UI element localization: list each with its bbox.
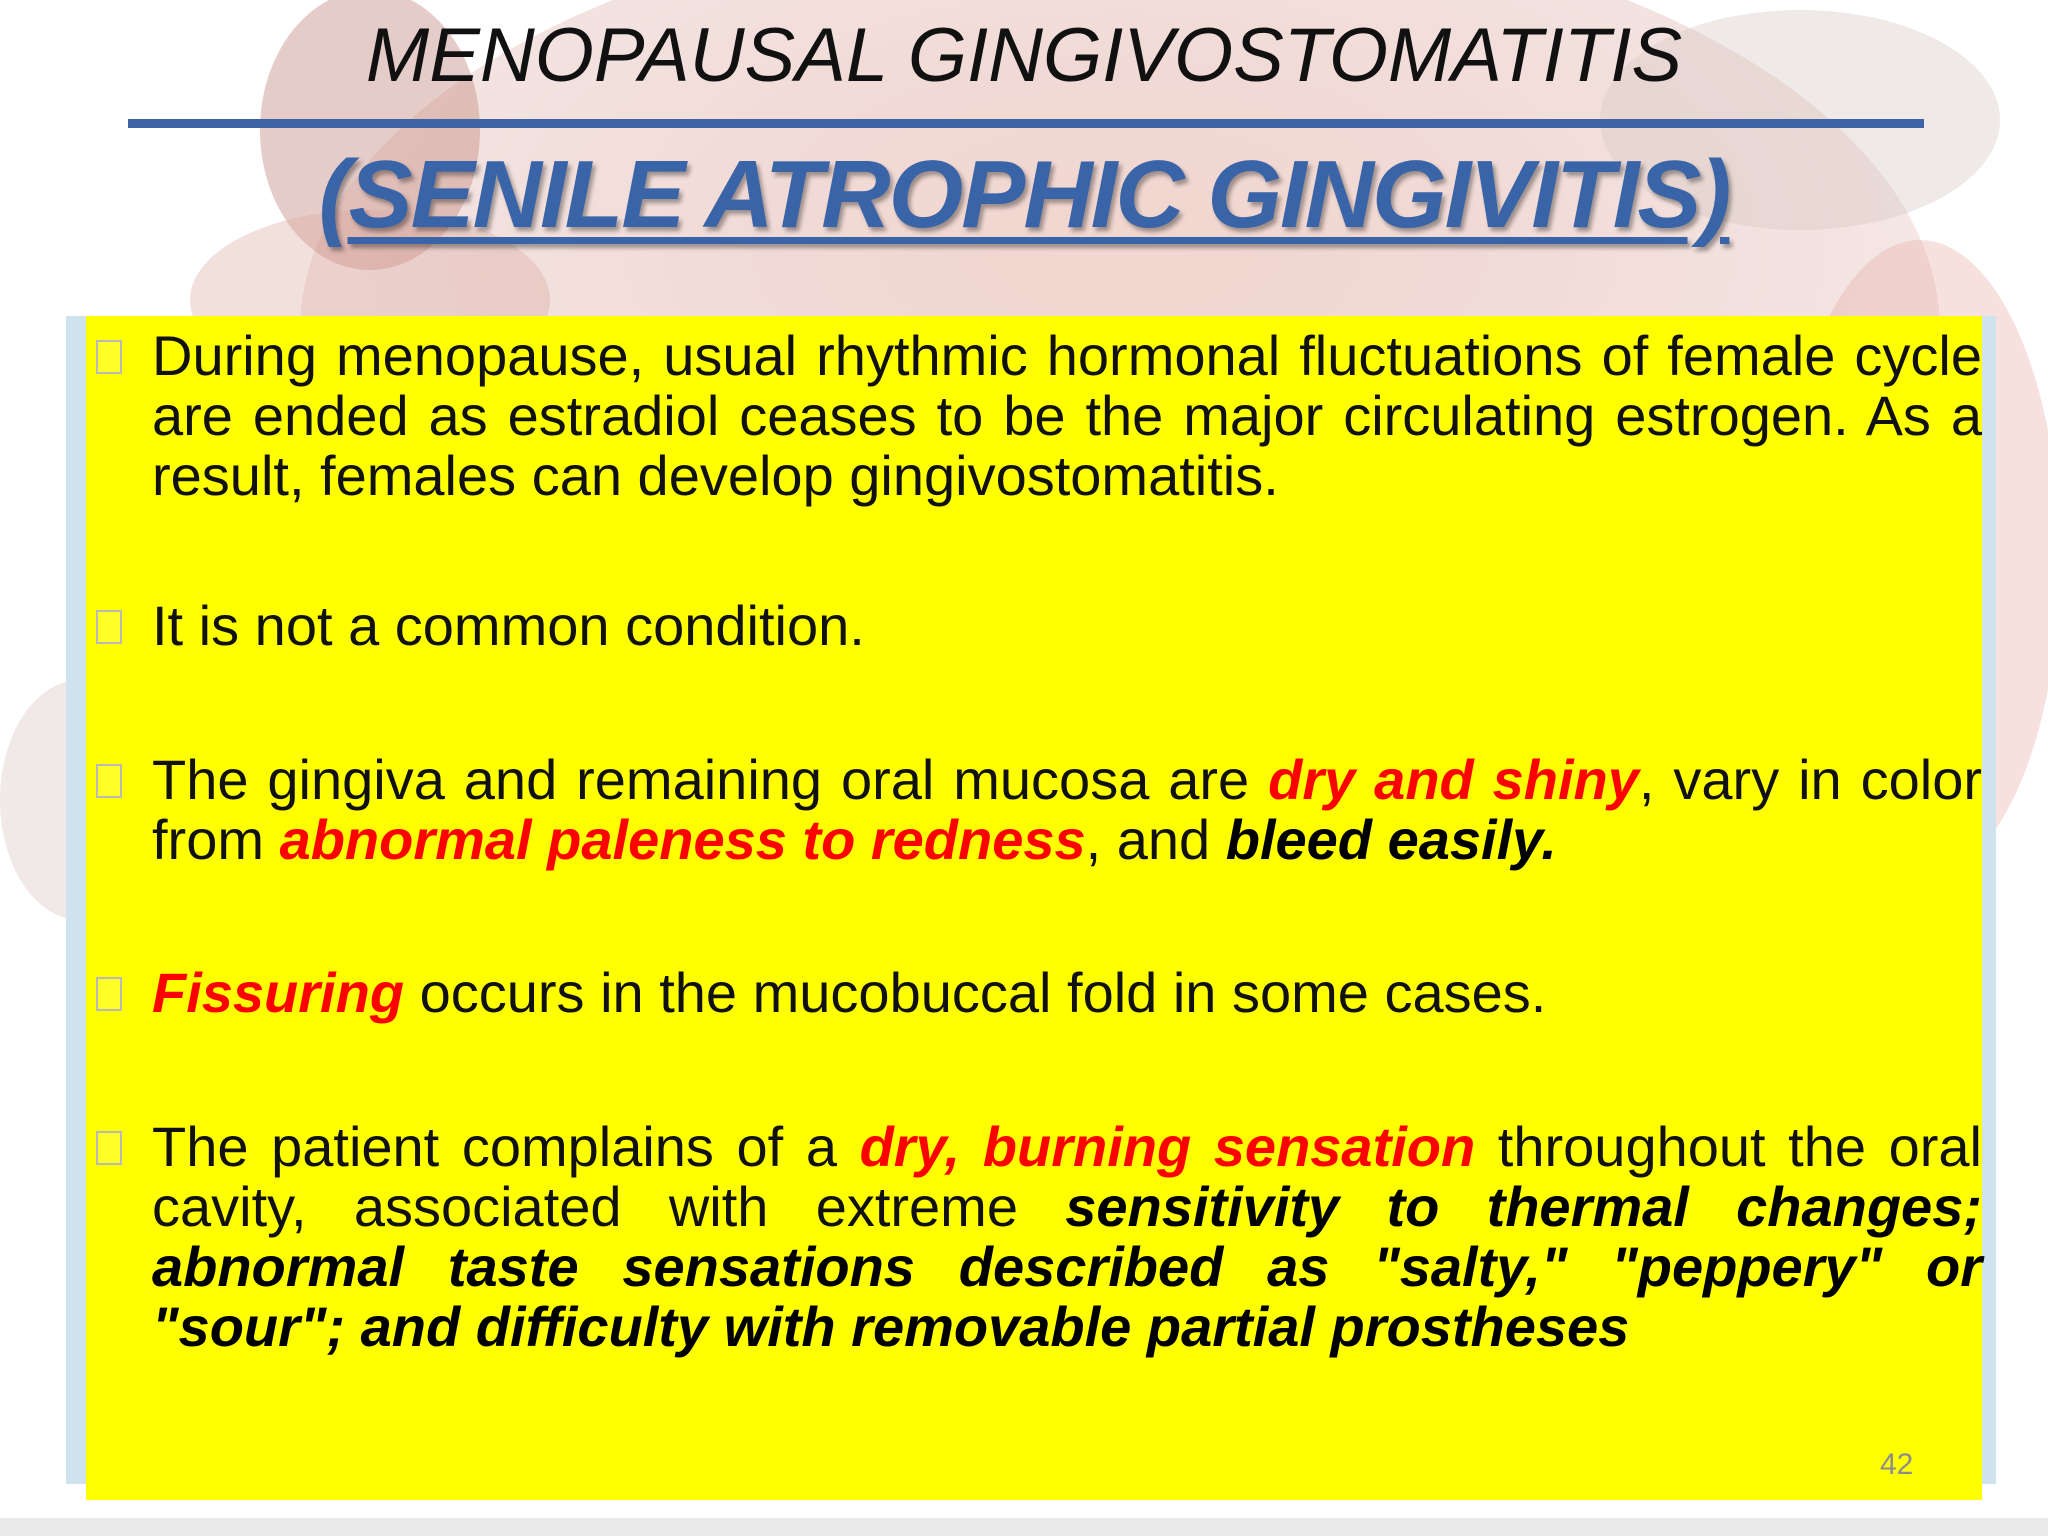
bullet-text	[152, 326, 1982, 506]
bullet-segment: occurs in the mucobuccal fold in some cases.	[404, 961, 1547, 1024]
bullet-item	[86, 326, 2048, 506]
bullet-item	[86, 750, 2048, 870]
square-bullet-icon	[96, 1131, 122, 1165]
bullet-text	[152, 1117, 1982, 1357]
bullet-emphasis: bleed easily.	[1225, 808, 1557, 871]
bullet-text	[152, 596, 1982, 656]
bullet-segment: , and	[1085, 808, 1226, 871]
bullet-segment: , vary in color from	[152, 748, 1982, 871]
bullet-segment: throughout the oral cavity, associated with extreme	[152, 1115, 1982, 1238]
bullet-item	[86, 963, 2048, 1023]
bullet-emphasis: dry, burning sensation	[859, 1115, 1476, 1178]
bullet-emphasis: abnormal paleness to redness	[279, 808, 1086, 871]
square-bullet-icon	[96, 610, 122, 644]
bottom-strip	[0, 1518, 2048, 1536]
content-box	[86, 316, 1982, 1500]
bullet-emphasis: dry and shiny	[1268, 748, 1639, 811]
bullet-emphasis: Fissuring	[152, 961, 405, 1024]
bullet-item	[86, 1117, 2048, 1357]
title-divider	[128, 119, 1924, 128]
bullet-text	[152, 963, 1982, 1023]
square-bullet-icon	[96, 764, 122, 798]
bullet-emphasis: sensitivity to thermal changes; abnormal taste sensations described as "salty," "peppery" or "sour"; and difficulty with removable partial prostheses	[152, 1175, 1982, 1358]
square-bullet-icon	[96, 977, 122, 1011]
slide-title: MENOPAUSAL GINGIVOSTOMATITIS	[365, 13, 1683, 98]
page-number: 42	[1880, 1448, 1914, 1481]
bullet-segment: It is not a common condition.	[152, 594, 865, 657]
bullet-segment: During menopause, usual rhythmic hormonal fluctuations of female cycle are ended as estradiol ceases to be the major circulating estrogen. As a result, females can develop gingivostomatitis.	[152, 324, 1982, 507]
bullet-segment: The gingiva and remaining oral mucosa are	[152, 748, 1269, 811]
bullet-text	[152, 750, 1982, 870]
slide-subtitle: (SENILE ATROPHIC GINGIVITIS)	[318, 141, 1730, 248]
square-bullet-icon	[96, 340, 122, 374]
bullet-segment: The patient complains of a	[152, 1115, 860, 1178]
bullet-item	[86, 596, 2048, 656]
